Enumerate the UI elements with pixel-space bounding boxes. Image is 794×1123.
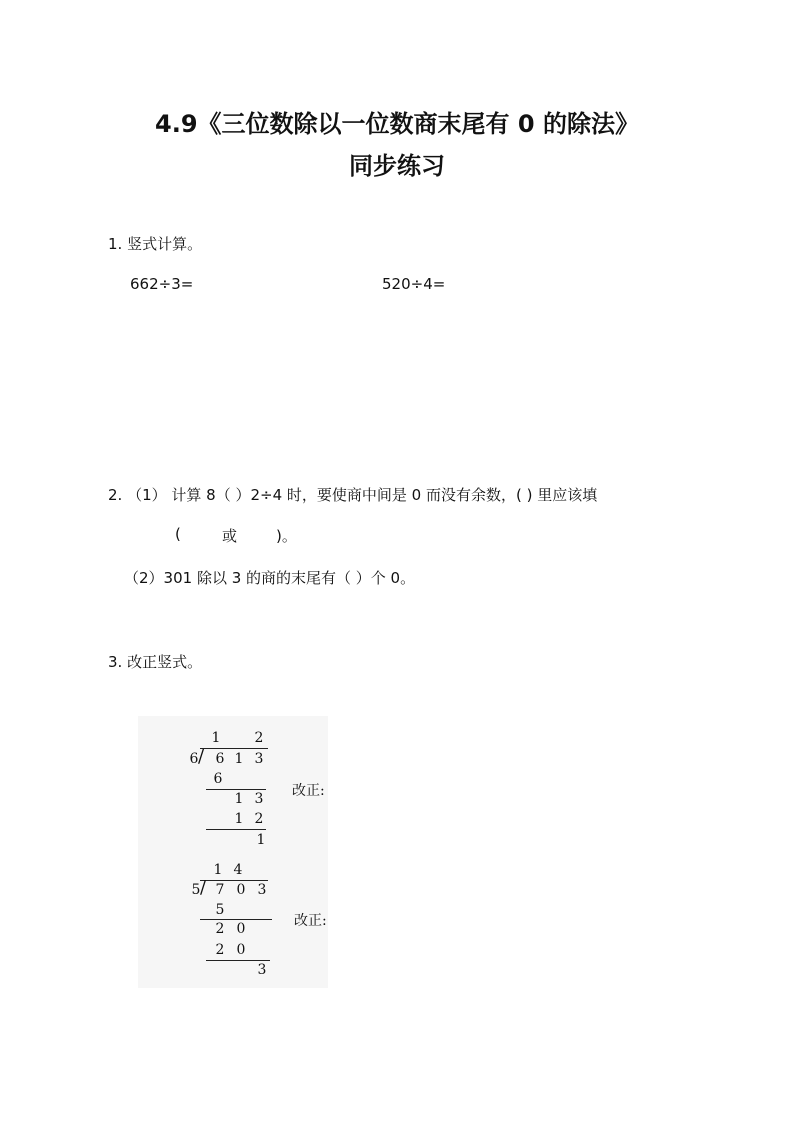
q1-expr-b: 520÷4= (382, 275, 446, 293)
division-bar (200, 748, 268, 749)
long-division-figure (138, 716, 328, 988)
q2-close-paren: )。 (276, 527, 297, 545)
subtraction-line (206, 789, 266, 790)
subtraction-line (206, 829, 266, 830)
q2-line3: （2）301 除以 3 的商的末尾有（ ）个 0。 (124, 569, 416, 587)
dividend-digit: 6 (215, 751, 225, 767)
step-product: 5 (215, 902, 225, 918)
step-digit: 0 (236, 921, 246, 937)
q3-heading: 3. 改正竖式。 (108, 653, 203, 671)
q2-open-paren: ( (175, 525, 181, 543)
subtraction-line (206, 960, 270, 961)
fix-label-2: 改正: (294, 913, 327, 929)
page-title: 4.9《三位数除以一位数商末尾有 0 的除法》 (155, 110, 639, 138)
dividend-digit: 3 (254, 751, 264, 767)
division-bar (200, 880, 268, 881)
step-product: 6 (213, 771, 223, 787)
quotient-digit: 1 (211, 730, 221, 746)
q2-line1: 2. （1） 计算 8（ ）2÷4 时，要使商中间是 0 而没有余数，( ) 里应该填 (108, 486, 598, 504)
division-bracket: / (198, 746, 205, 767)
quotient-digit: 1 (213, 862, 223, 878)
q1-heading: 1. 竖式计算。 (108, 235, 203, 253)
step-digit: 2 (215, 921, 225, 937)
page-subtitle: 同步练习 (349, 152, 445, 180)
step-digit: 2 (215, 942, 225, 958)
step-digit: 2 (254, 811, 264, 827)
quotient-digit: 4 (233, 862, 243, 878)
remainder: 3 (257, 962, 267, 978)
fix-label-1: 改正: (292, 783, 325, 799)
divisor: 6 (189, 751, 199, 767)
q1-expr-a: 662÷3= (130, 275, 194, 293)
subtraction-line (200, 919, 272, 920)
dividend-digit: 0 (236, 882, 246, 898)
step-digit: 3 (254, 791, 264, 807)
q2-or: 或 (222, 527, 238, 545)
step-digit: 1 (234, 811, 244, 827)
remainder: 1 (256, 832, 266, 848)
dividend-digit: 7 (215, 882, 225, 898)
dividend-digit: 3 (257, 882, 267, 898)
division-bracket: / (200, 877, 207, 898)
step-digit: 0 (236, 942, 246, 958)
dividend-digit: 1 (234, 751, 244, 767)
quotient-digit: 2 (254, 730, 264, 746)
divisor: 5 (191, 882, 201, 898)
step-digit: 1 (234, 791, 244, 807)
